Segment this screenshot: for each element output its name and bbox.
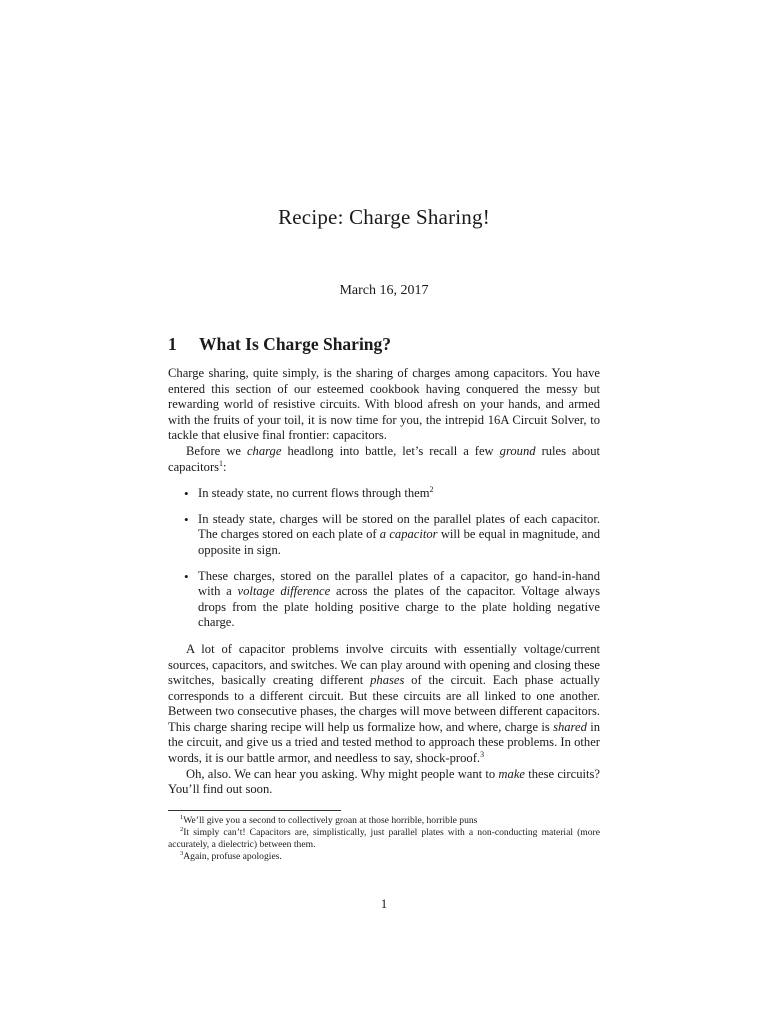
text-run: rules about capacitors [168, 443, 601, 474]
list-item [198, 512, 600, 559]
emphasis: shared [553, 719, 587, 734]
list-item [198, 486, 600, 502]
section-title: What Is Charge Sharing? [199, 334, 392, 354]
emphasis: a capacitor [379, 527, 438, 542]
emphasis: charge [246, 443, 282, 458]
text-run: In steady state, no current flows through them [198, 486, 430, 501]
footnote-ref[interactable]: 3 [480, 750, 485, 760]
text-run: : [223, 459, 227, 474]
footnote-mark: 1 [180, 814, 184, 821]
footnote-text: We’ll give you a second to collectively groan at those horrible, horrible puns [183, 815, 478, 826]
text-run: Oh, also. We can hear you asking. Why might people want to [186, 766, 499, 781]
text-run: of the circuit. Each phase actually corresponds to a different circuit. But these circuits are all linked to one another. Between two consecutive phases, the charges will move between different capacitors. This charge sharing recipe will help us formalize how, and where, charge is [168, 673, 600, 734]
paragraph-before-we [168, 444, 600, 475]
emphasis: phases [370, 673, 405, 688]
footnote-text: Again, profuse apologies. [183, 851, 282, 862]
footnote-ref[interactable]: 1 [219, 458, 224, 468]
emphasis: voltage difference [237, 584, 331, 599]
paragraph-oh-also [168, 767, 600, 798]
rules-list [168, 486, 600, 631]
text-run: In steady state, charges will be stored on the parallel plates of each capacitor. The charges stored on each plate of [198, 511, 600, 542]
section-heading [168, 334, 600, 355]
footnotes [168, 815, 600, 863]
footnote-mark: 3 [180, 850, 184, 857]
footnote [168, 815, 600, 827]
text-run: will be equal in magnitude, and opposite in sign. [198, 527, 600, 557]
paragraph-intro: Charge sharing, quite simply, is the sharing of charges among capacitors. You have entered this section of our esteemed cookbook having conquered the messy but rewarding world of resistive circuits. With blood afresh on your hands, and armed with the fruits of your toil, it is now time for you, the intrepid 16A Circuit Solver, to tackle that elusive final frontier: capacitors. [168, 366, 600, 443]
footnote-ref[interactable]: 2 [429, 485, 434, 495]
footnote [168, 827, 600, 851]
page-number: 1 [380, 896, 388, 911]
document-date: March 16, 2017 [339, 283, 429, 298]
text-run: across the plates of the capacitor. Voltage always drops from the plate holding positive charge to the plate holding negative charge. [198, 584, 600, 630]
text-run: in the circuit, and give us a tried and tested method to approach these problems. In other words, it is our battle armor, and needless to say, shock-proof. [168, 719, 600, 766]
emphasis: make [498, 766, 525, 781]
section-number: 1 [168, 334, 177, 354]
text-run: These charges, stored on the parallel plates of a capacitor, go hand-in-hand with a [198, 568, 600, 599]
text-run: Before we [186, 443, 247, 458]
text-run: these circuits? You’ll find out soon. [168, 766, 600, 797]
footnote [168, 851, 600, 863]
list-item [198, 569, 600, 631]
document-title: Recipe: Charge Sharing! [278, 205, 490, 229]
footnote-divider [168, 810, 341, 811]
paragraph-capacitor-problems [168, 642, 600, 767]
footnote-mark: 2 [180, 826, 184, 833]
section-body [168, 366, 600, 798]
emphasis: ground [499, 443, 536, 458]
footnote-text: It simply can’t! Capacitors are, simplistically, just parallel plates with a non-conducting material (more accurately, a dielectric) between them. [168, 827, 600, 850]
text-run: A lot of capacitor problems involve circuits with essentially voltage/current sources, capacitors, and switches. We can play around with opening and closing these switches, basically creating different [168, 641, 600, 688]
text-run: headlong into battle, let’s recall a few [281, 443, 500, 458]
